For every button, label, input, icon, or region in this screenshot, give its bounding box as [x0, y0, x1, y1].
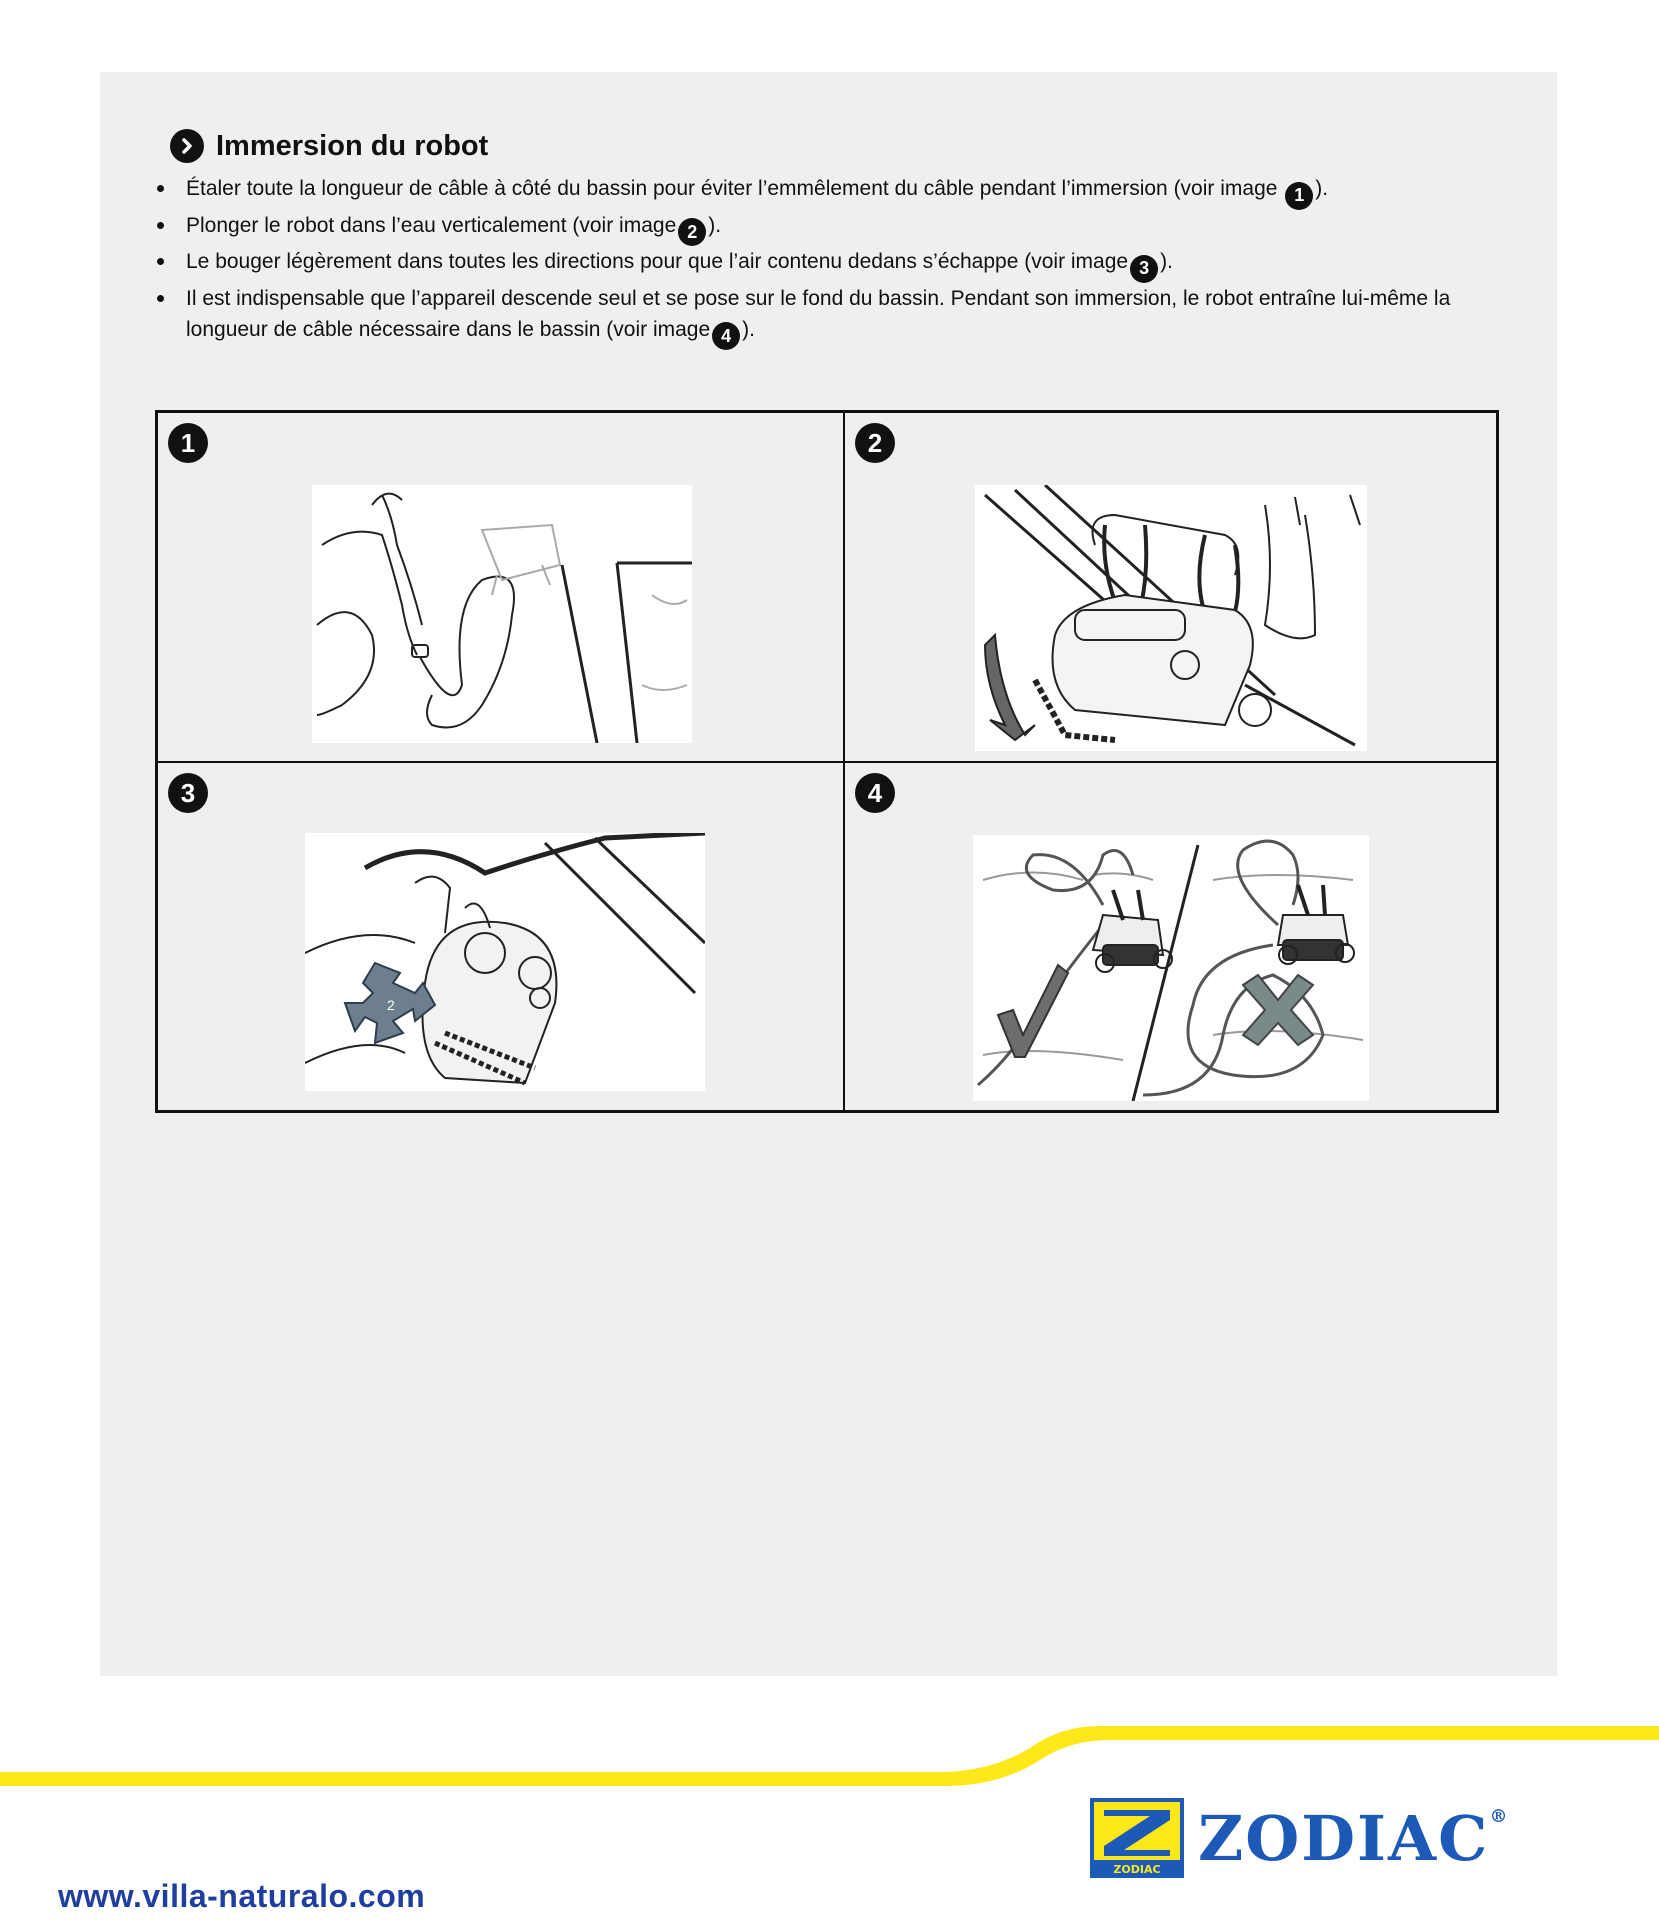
figure-grid	[155, 410, 1499, 1113]
figure-2	[845, 413, 1496, 763]
figure-number: 2	[855, 423, 895, 463]
number-badge: 3	[1130, 255, 1158, 283]
number-badge: 4	[712, 322, 740, 350]
number-badge: 2	[678, 218, 706, 246]
cable-spread-illustration	[312, 485, 692, 743]
chevron-right-icon	[170, 129, 204, 163]
cable-descent-illustration	[973, 835, 1369, 1101]
registered-mark: ®	[1489, 1805, 1510, 1827]
number-badge: 1	[1285, 182, 1313, 210]
shake-robot-illustration	[305, 833, 705, 1091]
section-title: Immersion du robot	[216, 129, 489, 162]
arrow-label: 1	[1003, 662, 1011, 678]
zodiac-logo-mark	[1090, 1798, 1184, 1878]
figure-1	[158, 413, 845, 763]
yellow-wave-stripe	[0, 1720, 1659, 1790]
list-item: Le bouger légèrement dans toutes les directions pour que l’air contenu dedans s’échappe (voir image 3 ).	[150, 246, 1502, 283]
svg-text:ZODIAC: ZODIAC	[1113, 1863, 1161, 1876]
figure-number: 4	[855, 773, 895, 813]
figure-3	[158, 763, 845, 1110]
zodiac-logo	[1090, 1798, 1510, 1878]
figure-4	[845, 763, 1496, 1110]
instruction-list	[150, 173, 1502, 350]
arrow-label: 2	[387, 997, 395, 1013]
figure-number: 3	[168, 773, 208, 813]
list-item: Étaler toute la longueur de câble à côté du bassin pour éviter l’emmêlement du câble pendant l’immersion (voir image 1 ).	[150, 173, 1502, 210]
figure-number: 1	[168, 423, 208, 463]
vertical-immersion-illustration	[975, 485, 1367, 751]
brand-name: ZODIAC ®	[1198, 1801, 1510, 1875]
website-url[interactable]: www.villa-naturalo.com	[58, 1878, 426, 1914]
list-item: Il est indispensable que l’appareil descende seul et se pose sur le fond du bassin. Pendant son immersion, le robot entraîne lui-même la longueur de câble nécessaire dans le bassin (voir image 4 ).	[150, 283, 1502, 351]
list-item: Plonger le robot dans l’eau verticalement (voir image 2 ).	[150, 210, 1502, 247]
section-heading	[170, 128, 488, 164]
